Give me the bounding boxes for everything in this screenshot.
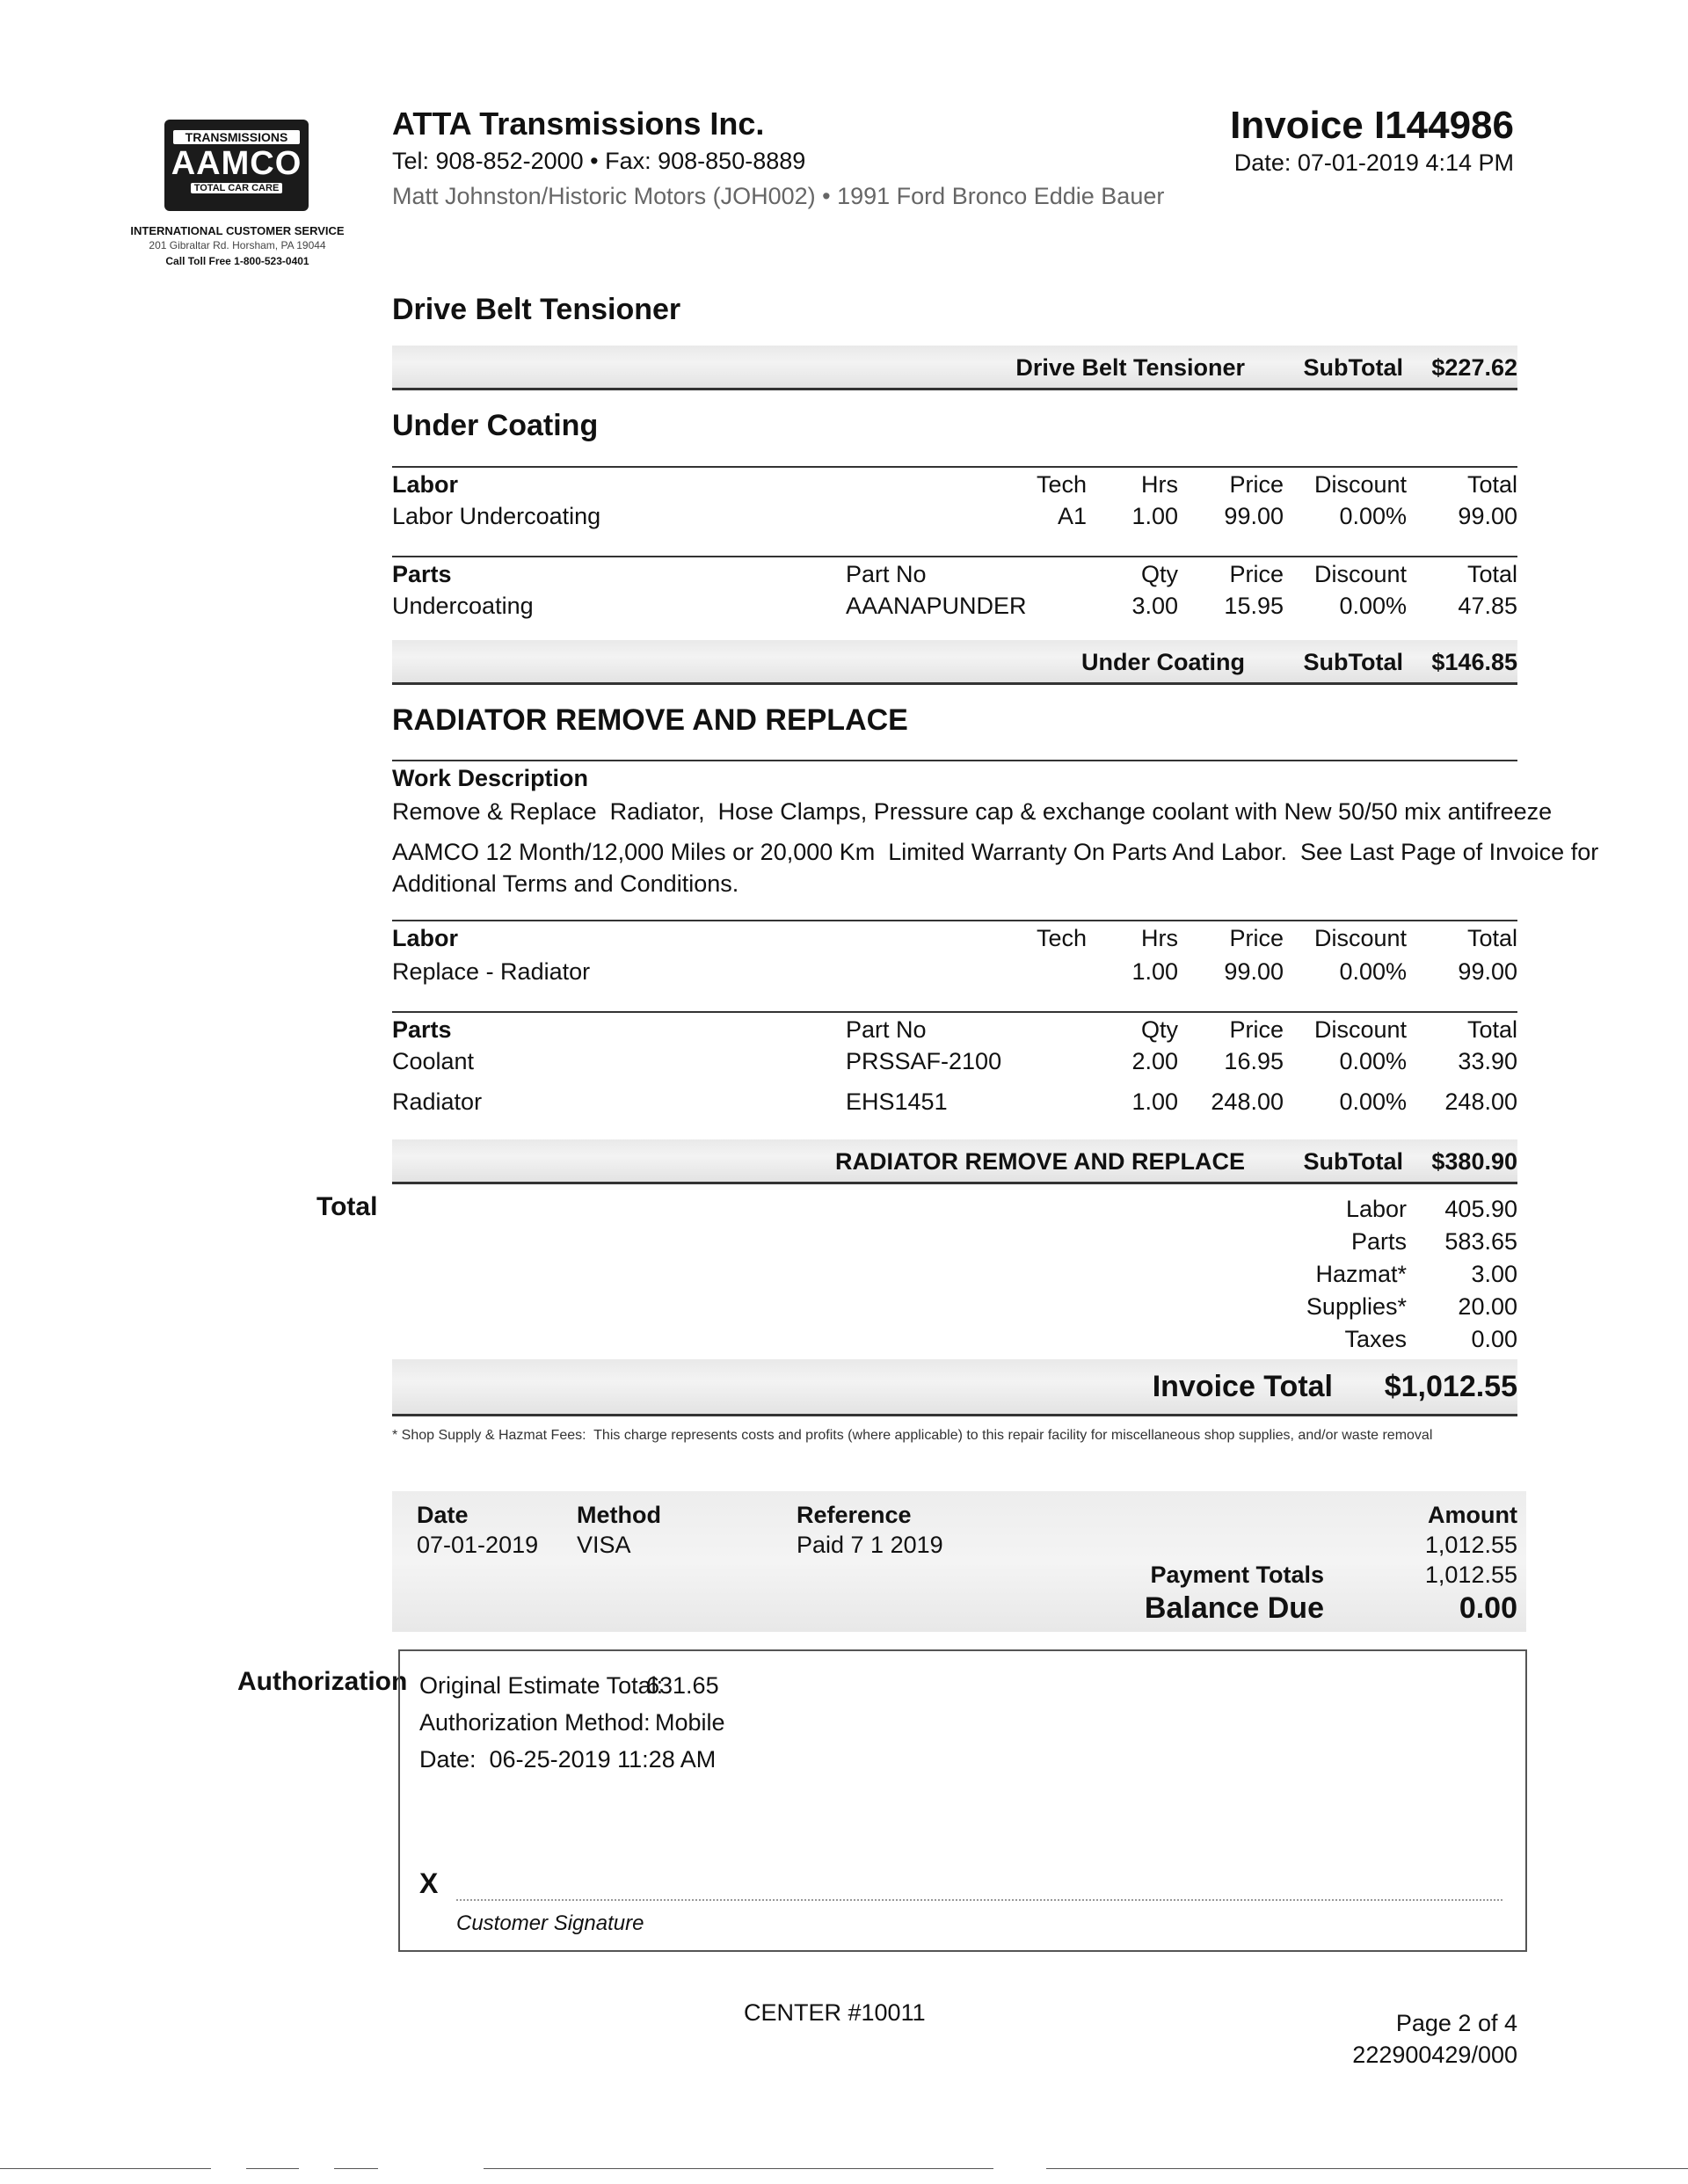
labor-header: Labor bbox=[392, 925, 459, 951]
subtotal-bar-drive-belt bbox=[392, 346, 1517, 390]
authorization-box bbox=[398, 1649, 1527, 1952]
tech-header: Tech bbox=[1036, 471, 1087, 498]
company-name: ATTA Transmissions Inc. bbox=[392, 106, 765, 142]
work-description-label: Work Description bbox=[392, 765, 589, 791]
divider bbox=[392, 466, 1517, 468]
total-supplies-label: Supplies* bbox=[1306, 1293, 1407, 1320]
logo-service-line1: INTERNATIONAL CUSTOMER SERVICE bbox=[130, 224, 345, 237]
payment-date-header: Date bbox=[417, 1502, 469, 1528]
total-labor-value: 405.90 bbox=[1444, 1196, 1517, 1222]
divider bbox=[392, 920, 1517, 921]
logo-brand: AAMCO bbox=[171, 145, 302, 182]
payment-totals-label: Payment Totals bbox=[1150, 1562, 1324, 1588]
balance-due-value: 0.00 bbox=[1459, 1591, 1517, 1625]
part-no-header: Part No bbox=[846, 561, 927, 587]
section-title-drive-belt: Drive Belt Tensioner bbox=[392, 293, 681, 326]
labor-hrs: 1.00 bbox=[1131, 958, 1178, 985]
price-header: Price bbox=[1229, 471, 1284, 498]
estimate-label: Original Estimate Total: bbox=[419, 1672, 664, 1699]
signature-x: X bbox=[419, 1867, 439, 1899]
page-number: Page 2 of 4 bbox=[1395, 2010, 1517, 2036]
divider bbox=[392, 760, 1517, 761]
auth-date: Date: 06-25-2019 11:28 AM bbox=[419, 1746, 717, 1773]
price-header: Price bbox=[1229, 925, 1284, 951]
payment-amount-header: Amount bbox=[1428, 1502, 1517, 1528]
divider bbox=[1046, 2168, 1688, 2169]
logo-top-text: TRANSMISSIONS bbox=[173, 130, 300, 144]
work-description: Remove & Replace Radiator, Hose Clamps, Pressure cap & exchange coolant with New 50/50 mix antifreeze bbox=[392, 798, 1553, 825]
parts-header: Parts bbox=[392, 561, 452, 587]
labor-price: 99.00 bbox=[1224, 503, 1284, 529]
payment-reference: Paid 7 1 2019 bbox=[797, 1532, 943, 1558]
payment-date: 07-01-2019 bbox=[417, 1532, 539, 1558]
authorization-label: Authorization bbox=[237, 1667, 408, 1696]
company-contact: Tel: 908-852-2000 • Fax: 908-850-8889 bbox=[392, 148, 806, 174]
labor-hrs: 1.00 bbox=[1131, 503, 1178, 529]
part-qty: 1.00 bbox=[1131, 1088, 1178, 1115]
total-parts-value: 583.65 bbox=[1444, 1228, 1517, 1255]
logo-service-line3: Call Toll Free 1-800-523-0401 bbox=[165, 255, 309, 267]
labor-tech: A1 bbox=[1057, 503, 1087, 529]
invoice-title: Invoice I144986 bbox=[1230, 104, 1514, 147]
labor-total: 99.00 bbox=[1458, 503, 1517, 529]
center-number: CENTER #10011 bbox=[744, 1999, 926, 2026]
subtotal-value: $380.90 bbox=[1431, 1148, 1517, 1175]
auth-method-label: Authorization Method: bbox=[419, 1709, 651, 1736]
total-taxes-value: 0.00 bbox=[1471, 1326, 1517, 1352]
part-discount: 0.00% bbox=[1339, 1048, 1407, 1074]
payment-totals-value: 1,012.55 bbox=[1424, 1562, 1517, 1588]
part-price: 16.95 bbox=[1224, 1048, 1284, 1074]
part-discount: 0.00% bbox=[1339, 1088, 1407, 1115]
part-total: 248.00 bbox=[1444, 1088, 1517, 1115]
invoice-date: Date: 07-01-2019 4:14 PM bbox=[1233, 149, 1514, 176]
divider bbox=[392, 1011, 1517, 1013]
subtotal-bar-under-coating bbox=[392, 640, 1517, 685]
warranty-line1: AAMCO 12 Month/12,000 Miles or 20,000 Km Limited Warranty On Parts And Labor. See Last Page of Invoice for bbox=[392, 839, 1599, 865]
discount-header: Discount bbox=[1313, 925, 1407, 951]
part-price: 15.95 bbox=[1224, 593, 1284, 619]
invoice-total-bar bbox=[392, 1359, 1517, 1416]
logo-tagline: TOTAL CAR CARE bbox=[191, 183, 282, 193]
balance-due-label: Balance Due bbox=[1144, 1591, 1324, 1625]
labor-total: 99.00 bbox=[1458, 958, 1517, 985]
subtotal-name: Under Coating bbox=[1081, 649, 1245, 675]
divider bbox=[0, 2168, 211, 2169]
part-name: Undercoating bbox=[392, 593, 534, 619]
section-title-radiator: RADIATOR REMOVE AND REPLACE bbox=[392, 703, 908, 737]
subtotal-name: Drive Belt Tensioner bbox=[1015, 354, 1245, 381]
subtotal-label: SubTotal bbox=[1303, 649, 1403, 675]
hrs-header: Hrs bbox=[1141, 471, 1178, 498]
invoice-total-label: Invoice Total bbox=[1152, 1370, 1333, 1403]
part-name: Coolant bbox=[392, 1048, 475, 1074]
part-qty: 2.00 bbox=[1131, 1048, 1178, 1074]
discount-header: Discount bbox=[1313, 561, 1407, 587]
hrs-header: Hrs bbox=[1141, 925, 1178, 951]
total-supplies-value: 20.00 bbox=[1458, 1293, 1517, 1320]
parts-header: Parts bbox=[392, 1016, 452, 1043]
payment-method: VISA bbox=[577, 1532, 631, 1558]
total-hazmat-label: Hazmat* bbox=[1315, 1261, 1407, 1287]
part-discount: 0.00% bbox=[1339, 593, 1407, 619]
part-number: AAANAPUNDER bbox=[846, 593, 1027, 619]
total-parts-label: Parts bbox=[1350, 1228, 1407, 1255]
part-number: EHS1451 bbox=[846, 1088, 948, 1115]
divider bbox=[334, 2168, 378, 2169]
subtotal-bar-radiator bbox=[392, 1139, 1517, 1184]
total-header: Total bbox=[1466, 561, 1517, 587]
signature-caption: Customer Signature bbox=[456, 1911, 644, 1935]
divider bbox=[246, 2168, 299, 2169]
subtotal-label: SubTotal bbox=[1303, 1148, 1403, 1175]
labor-discount: 0.00% bbox=[1339, 503, 1407, 529]
section-title-under-coating: Under Coating bbox=[392, 409, 599, 442]
labor-name: Replace - Radiator bbox=[392, 958, 591, 985]
subtotal-label: SubTotal bbox=[1303, 354, 1403, 381]
divider bbox=[392, 556, 1517, 557]
total-labor-label: Labor bbox=[1345, 1196, 1407, 1222]
document-number: 222900429/000 bbox=[1352, 2042, 1517, 2068]
total-header: Total bbox=[1466, 471, 1517, 498]
tech-header: Tech bbox=[1036, 925, 1087, 951]
total-section-label: Total bbox=[316, 1192, 378, 1221]
part-name: Radiator bbox=[392, 1088, 483, 1115]
labor-price: 99.00 bbox=[1224, 958, 1284, 985]
price-header: Price bbox=[1229, 561, 1284, 587]
part-number: PRSSAF-2100 bbox=[846, 1048, 1002, 1074]
labor-name: Labor Undercoating bbox=[392, 503, 601, 529]
estimate-value: 631.65 bbox=[646, 1672, 719, 1699]
invoice-total-value: $1,012.55 bbox=[1384, 1370, 1517, 1403]
payment-box bbox=[392, 1491, 1526, 1632]
part-price: 248.00 bbox=[1211, 1088, 1284, 1115]
auth-method-value: Mobile bbox=[655, 1709, 725, 1736]
total-taxes-label: Taxes bbox=[1344, 1326, 1407, 1352]
warranty-line2: Additional Terms and Conditions. bbox=[392, 870, 739, 897]
part-qty: 3.00 bbox=[1131, 593, 1178, 619]
subtotal-value: $146.85 bbox=[1431, 649, 1517, 675]
customer-vehicle: Matt Johnston/Historic Motors (JOH002) • 1991 Ford Bronco Eddie Bauer bbox=[392, 183, 1165, 209]
part-no-header: Part No bbox=[846, 1016, 927, 1043]
total-header: Total bbox=[1466, 925, 1517, 951]
total-hazmat-value: 3.00 bbox=[1471, 1261, 1517, 1287]
payment-amount: 1,012.55 bbox=[1424, 1532, 1517, 1558]
discount-header: Discount bbox=[1313, 471, 1407, 498]
fee-footnote: * Shop Supply & Hazmat Fees: This charge represents costs and profits (where applicable) to this repair facility for miscellaneous shop supplies, and/or waste removal bbox=[392, 1428, 1433, 1443]
logo-service-line2: 201 Gibraltar Rd. Horsham, PA 19044 bbox=[149, 239, 326, 251]
qty-header: Qty bbox=[1140, 561, 1178, 587]
payment-method-header: Method bbox=[577, 1502, 661, 1528]
part-total: 33.90 bbox=[1458, 1048, 1517, 1074]
labor-header: Labor bbox=[392, 471, 459, 498]
qty-header: Qty bbox=[1140, 1016, 1178, 1043]
signature-line[interactable] bbox=[456, 1897, 1502, 1901]
subtotal-value: $227.62 bbox=[1431, 354, 1517, 381]
part-total: 47.85 bbox=[1458, 593, 1517, 619]
labor-discount: 0.00% bbox=[1339, 958, 1407, 985]
aamco-logo bbox=[164, 120, 309, 211]
total-header: Total bbox=[1466, 1016, 1517, 1043]
subtotal-name: RADIATOR REMOVE AND REPLACE bbox=[834, 1148, 1245, 1175]
price-header: Price bbox=[1229, 1016, 1284, 1043]
divider bbox=[484, 2168, 993, 2169]
payment-reference-header: Reference bbox=[797, 1502, 912, 1528]
discount-header: Discount bbox=[1313, 1016, 1407, 1043]
